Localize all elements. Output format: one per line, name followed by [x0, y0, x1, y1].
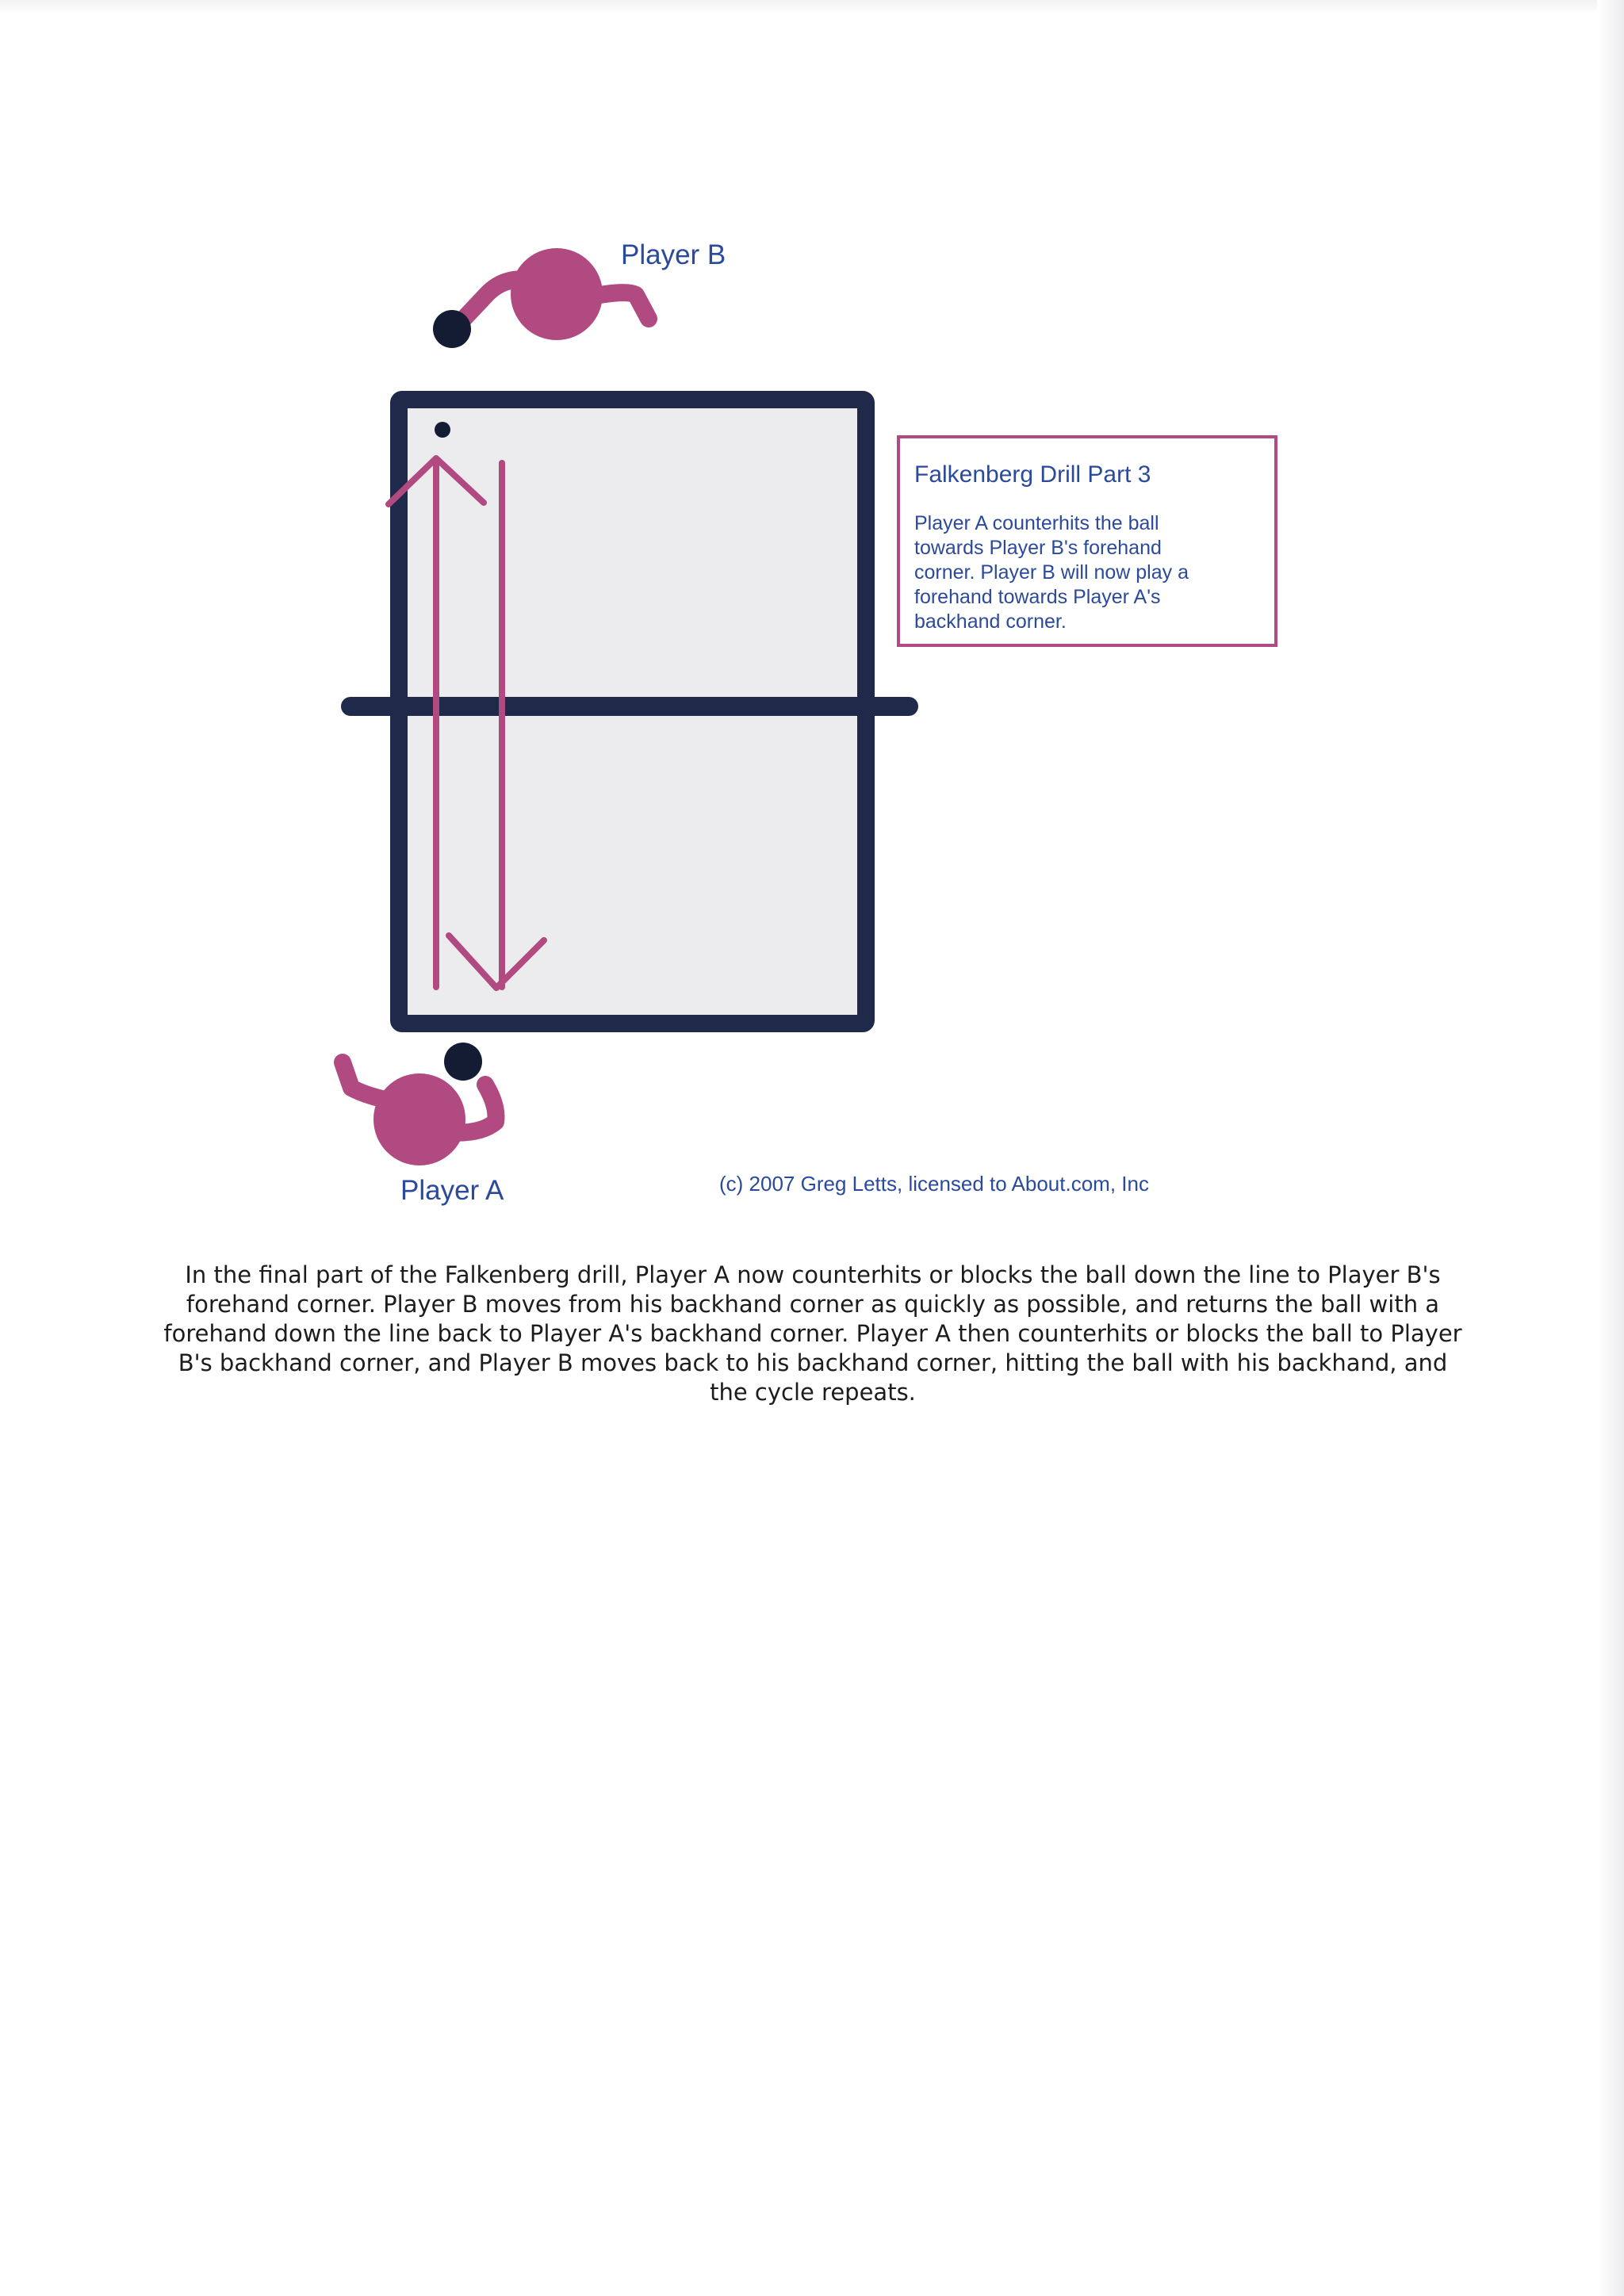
player-a-label: Player A: [400, 1175, 504, 1206]
player-a-figure: [343, 1043, 496, 1165]
info-box-title: Falkenberg Drill Part 3: [914, 461, 1151, 488]
player-b-bat-icon: [433, 310, 471, 348]
info-box-line: towards Player B's forehand: [914, 537, 1162, 559]
player-a-bat-icon: [444, 1043, 482, 1081]
copyright-notice: (c) 2007 Greg Letts, licensed to About.com, Inc: [719, 1172, 1149, 1196]
player-b-head: [511, 248, 603, 340]
drill-description: In the final part of the Falkenberg drill, Player A now counterhits or blocks the ball down the line to Player B's forehand corner. Player B moves from his backhand corner as quickly as possible, and returns the ball with a forehand down the line back to Player A's backhand corner. Player A then counterhits or blocks the ball to Player B's backhand corner, and Player B moves back to his backhand corner, hitting the ball with his backhand, and the cycle repeats.: [163, 1261, 1462, 1406]
info-box-line: Player A counterhits the ball: [914, 512, 1159, 534]
ball-icon: [435, 422, 450, 438]
player-b-figure: [433, 248, 649, 348]
info-box-line: corner. Player B will now play a: [914, 561, 1189, 584]
info-box-line: backhand corner.: [914, 610, 1067, 633]
info-box: [898, 437, 1276, 645]
player-b-label: Player B: [621, 239, 726, 270]
player-a-head: [373, 1073, 465, 1165]
info-box-line: forehand towards Player A's: [914, 586, 1161, 608]
